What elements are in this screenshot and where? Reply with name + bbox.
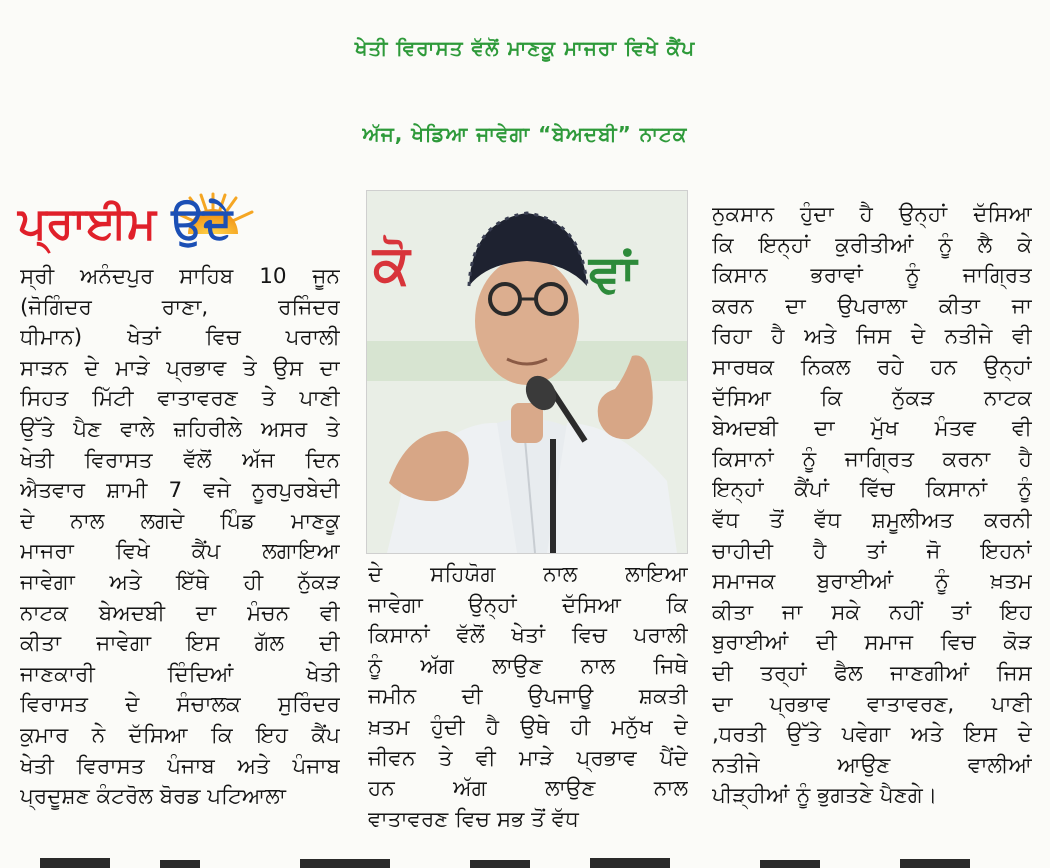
article-line: ਨਾਟਕ ਬੇਅਦਬੀ ਦਾ ਮੰਚਨ ਵੀ <box>20 600 340 626</box>
speaker-photo <box>366 190 688 554</box>
article-line: ਜਾਣਕਾਰੀ ਦਿੰਦਿਆਂ ਖੇਤੀ <box>20 661 340 687</box>
banner-text-right: ਵਾਂ <box>589 244 637 304</box>
article-line: ਦੇ ਨਾਲ ਲਗਦੇ ਪਿੰਡ ਮਾਣਕੂ <box>20 508 340 534</box>
article-line: ਵਾਤਾਵਰਣ ਵਿਚ ਸਭ ਤੋਂ ਵੱਧ <box>368 806 579 832</box>
article-line: ਦਾ ਪ੍ਰਭਾਵ ਵਾਤਾਵਰਣ, ਪਾਣੀ <box>712 691 1032 717</box>
article-line: (ਜੋਗਿੰਦਰ ਰਾਣਾ, ਰਜਿੰਦਰ <box>20 294 340 320</box>
article-line: ਕਿਸਾਨਾਂ ਵੱਲੋਂ ਖੇਤਾਂ ਵਿਚ ਪਰਾਲੀ <box>368 623 688 649</box>
next-article-edge <box>0 852 1050 868</box>
article-line: ਖੇਤੀ ਵਿਰਾਸਤ ਪੰਜਾਬ ਅਤੇ ਪੰਜਾਬ <box>20 753 340 779</box>
brand-name <box>18 196 232 252</box>
article-line: ਸਮਾਜਕ ਬੁਰਾਈਆਂ ਨੂੰ ਖ਼ਤਮ <box>712 569 1032 595</box>
article-line: ਖ਼ਤਮ ਹੁੰਦੀ ਹੈ ਉਥੇ ਹੀ ਮਨੁੱਖ ਦੇ <box>368 714 688 740</box>
article-line: ਸਾੜਨ ਦੇ ਮਾੜੇ ਪ੍ਰਭਾਵ ਤੇ ਉਸ ਦਾ <box>20 355 340 381</box>
article-line: ਧੀਮਾਨ) ਖੇਤਾਂ ਵਿਚ ਪਰਾਲੀ <box>20 325 340 351</box>
article-line: ਕਿਸਾਨਾਂ ਨੂੰ ਜਾਗ੍ਰਿਤ ਕਰਨਾ ਹੈ <box>712 446 1032 472</box>
article-line: ਜਾਵੇਗਾ ਉਨ੍ਹਾਂ ਦੱਸਿਆ ਕਿ <box>368 592 688 618</box>
article-line: ਨਤੀਜੇ ਆਉਣ ਵਾਲੀਆਂ <box>712 752 1032 778</box>
article-line: ਦੀ ਤਰ੍ਹਾਂ ਫੈਲ ਜਾਣਗੀਆਂ ਜਿਸ <box>712 660 1032 686</box>
article-line: ਕਿਸਾਨ ਭਰਾਵਾਂ ਨੂੰ ਜਾਗ੍ਰਿਤ <box>712 263 1032 289</box>
brand-logo <box>18 190 348 254</box>
article-line: ਸ੍ਰੀ ਅਨੰਦਪੁਰ ਸਾਹਿਬ 10 ਜੂਨ <box>20 264 340 289</box>
article-line: ਜੀਵਨ ਤੇ ਵੀ ਮਾੜੇ ਪ੍ਰਭਾਵ ਪੈਂਦੇ <box>368 745 688 771</box>
article-line: ਕੁਮਾਰ ਨੇ ਦੱਸਿਆ ਕਿ ਇਹ ਕੈਂਪ <box>20 722 340 748</box>
article-line: ਕਿ ਇਨ੍ਹਾਂ ਕੁਰੀਤੀਆਂ ਨੂੰ ਲੈ ਕੇ <box>712 232 1032 258</box>
brand-name-part-1: ਪ੍ਰਾਈਮ <box>18 198 157 249</box>
article-line: ਖੇਤੀ ਵਿਰਾਸਤ ਵੱਲੋਂ ਅੱਜ ਦਿਨ <box>20 447 340 473</box>
article-column-1 <box>20 262 340 813</box>
article-line: ਕੀਤਾ ਜਾ ਸਕੇ ਨਹੀਂ ਤਾਂ ਇਹ <box>712 599 1032 625</box>
headline-line-2: ਅੱਜ, ਖੇਡਿਆ ਜਾਵੇਗਾ “ਬੇਅਦਬੀ” ਨਾਟਕ <box>362 122 688 146</box>
article-line: ਪੀੜ੍ਹੀਆਂ ਨੂੰ ਭੁਗਤਣੇ ਪੈਣਗੇ। <box>712 783 938 809</box>
article-line: ਨੁਕਸਾਨ ਹੁੰਦਾ ਹੈ ਉਨ੍ਹਾਂ ਦੱਸਿਆ <box>712 202 1032 227</box>
article-line: ਜਾਵੇਗਾ ਅਤੇ ਇੱਥੇ ਹੀ ਨੁੱਕੜ <box>20 569 340 595</box>
article-column-3 <box>712 200 1032 812</box>
article-line: ਕਰਨ ਦਾ ਉਪਰਾਲਾ ਕੀਤਾ ਜਾ <box>712 293 1032 319</box>
article-line: ਵਿਰਾਸਤ ਦੇ ਸੰਚਾਲਕ ਸੁਰਿੰਦਰ <box>20 692 340 718</box>
article-line: ਚਾਹੀਦੀ ਹੈ ਤਾਂ ਜੋ ਇਹਨਾਂ <box>712 538 1032 564</box>
headline-line-1: ਖੇਤੀ ਵਿਰਾਸਤ ਵੱਲੋਂ ਮਾਣਕੂ ਮਾਜਰਾ ਵਿਖੇ ਕੈਂਪ <box>354 36 696 60</box>
article-line: ਮਾਜਰਾ ਵਿਖੇ ਕੈਂਪ ਲਗਾਇਆ <box>20 539 340 565</box>
article-line: ਇਨ੍ਹਾਂ ਕੈਂਪਾਂ ਵਿੱਚ ਕਿਸਾਨਾਂ ਨੂੰ <box>712 477 1032 503</box>
article-line: ਬੇਅਦਬੀ ਦਾ ਮੁੱਖ ਮੰਤਵ ਵੀ <box>712 416 1032 442</box>
article-line: ਵੱਧ ਤੋਂ ਵੱਧ ਸ਼ਮੂਲੀਅਤ ਕਰਨੀ <box>712 507 1032 533</box>
article-line: ,ਧਰਤੀ ਉੱਤੇ ਪਵੇਗਾ ਅਤੇ ਇਸ ਦੇ <box>712 722 1032 748</box>
banner-text-left: ਕੋ <box>373 233 410 296</box>
article-line: ਜਮੀਨ ਦੀ ਉਪਜਾਊ ਸ਼ਕਤੀ <box>368 684 688 710</box>
speaker-photo-illustration <box>367 191 687 553</box>
article-line: ਐਤਵਾਰ ਸ਼ਾਮੀ 7 ਵਜੇ ਨੂਰਪੁਰਬੇਦੀ <box>20 478 340 504</box>
article-line: ਰਿਹਾ ਹੈ ਅਤੇ ਜਿਸ ਦੇ ਨਤੀਜੇ ਵੀ <box>712 324 1032 350</box>
article-line: ਦੱਸਿਆ ਕਿ ਨੁੱਕੜ ਨਾਟਕ <box>712 385 1032 411</box>
article-line: ਹਨ ਅੱਗ ਲਾਉਣ ਨਾਲ <box>368 776 688 802</box>
article-line: ਕੀਤਾ ਜਾਵੇਗਾ ਇਸ ਗੱਲ ਦੀ <box>20 631 340 657</box>
article-line: ਬੁਰਾਈਆਂ ਦੀ ਸਮਾਜ ਵਿਚ ਕੋੜ <box>712 630 1032 656</box>
article-line: ਪ੍ਰਦੂਸ਼ਣ ਕੰਟਰੋਲ ਬੋਰਡ ਪਟਿਆਲਾ <box>20 784 286 810</box>
article-line: ਦੇ ਸਹਿਯੋਗ ਨਾਲ ਲਾਇਆ <box>368 562 688 587</box>
article-line: ਨੂੰ ਅੱਗ ਲਾਉਣ ਨਾਲ ਜਿਥੇ <box>368 653 688 679</box>
brand-name-part-2: ਉਦੇ <box>171 198 233 249</box>
article-line: ਉੱਤੇ ਪੈਣ ਵਾਲੇ ਜ਼ਹਿਰੀਲੇ ਅਸਰ ਤੇ <box>20 416 340 442</box>
article-line: ਸਾਰਥਕ ਨਿਕਲ ਰਹੇ ਹਨ ਉਨ੍ਹਾਂ <box>712 354 1032 380</box>
article-line: ਸਿਹਤ ਮਿੱਟੀ ਵਾਤਾਵਰਣ ਤੇ ਪਾਣੀ <box>20 386 340 412</box>
article-column-2 <box>368 560 688 835</box>
